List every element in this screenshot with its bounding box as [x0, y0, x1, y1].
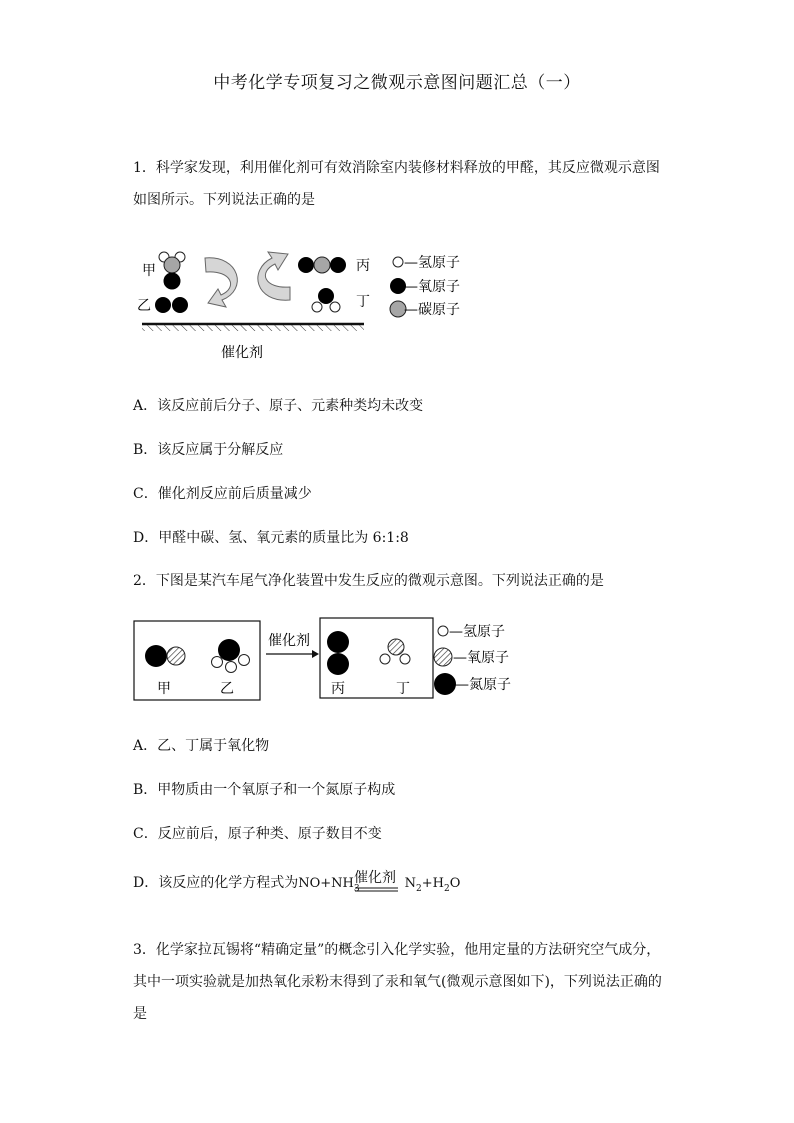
q2d-rhs1-sub: 2 [415, 883, 422, 894]
q2d-prefix: D．该反应的化学方程式为 [133, 875, 299, 891]
q2-option-b[interactable]: B．甲物质由一个氧原子和一个氮原子构成 [133, 782, 396, 798]
q1-molecule-yi [155, 297, 188, 313]
q2-arrow-label: 催化剂 [268, 633, 310, 649]
q2-legend [434, 624, 511, 695]
q2d-rhs3: O [449, 876, 461, 891]
q2-figure [134, 618, 511, 700]
q1-catalyst-hatch [142, 325, 364, 331]
q2-molecule-ding [380, 639, 410, 664]
q1-legend [390, 255, 460, 318]
q1-catalyst-label: 催化剂 [221, 345, 263, 361]
q2-label-jia: 甲 [157, 681, 171, 697]
page-title: 中考化学专项复习之微观示意图问题汇总（一） [213, 73, 581, 93]
q2-stem: 2．下图是某汽车尾气净化装置中发生反应的微观示意图。下列说法正确的是 [133, 573, 604, 589]
q1-legend-hydrogen: —氢原子 [404, 255, 460, 271]
q2-legend-nitrogen: —氮原子 [455, 677, 511, 693]
q1-legend-oxygen: —氧原子 [404, 279, 460, 295]
q1-stem-line2: 如图所示。下列说法正确的是 [133, 192, 315, 208]
q1-label-jia: 甲 [142, 263, 156, 279]
q1-label-bing: 丙 [356, 258, 370, 274]
q2-molecule-yi [212, 639, 250, 673]
q1-stem-line1: 1．科学家发现，利用催化剂可有效消除室内装修材料释放的甲醛，其反应微观示意图 [133, 160, 660, 176]
q1-legend-carbon: —碳原子 [404, 302, 460, 318]
q2-option-c[interactable]: C．反应前后，原子种类、原子数目不变 [133, 826, 382, 842]
q2-molecule-bing [327, 631, 349, 675]
q1-option-c[interactable]: C．催化剂反应前后质量减少 [133, 486, 312, 502]
q1-molecule-ding [312, 288, 340, 312]
q1-option-b[interactable]: B．该反应属于分解反应 [133, 442, 284, 458]
q2-legend-oxygen: —氧原子 [453, 650, 509, 666]
q2-label-ding: 丁 [396, 681, 410, 697]
q1-legend-hydrogen-icon [393, 257, 403, 267]
q1-curved-arrow-left [205, 258, 237, 307]
q1-label-ding: 丁 [356, 294, 370, 310]
q2d-rhs2: +H [421, 876, 444, 891]
q2-legend-oxygen-icon [434, 648, 452, 666]
q2d-rhs1: N [404, 876, 416, 891]
q1-option-a[interactable]: A．该反应前后分子、原子、元素种类均未改变 [133, 398, 424, 414]
q2-option-d[interactable] [133, 872, 460, 894]
q2-legend-nitrogen-icon [434, 673, 456, 695]
q3-line1: 3．化学家拉瓦锡将“精确定量”的概念引入化学实验，他用定量的方法研究空气成分， [133, 942, 661, 958]
q2-label-yi: 乙 [220, 681, 234, 697]
q1-molecule-bing [298, 257, 346, 273]
q2d-lhs: NO+NH [298, 876, 354, 891]
q3-line3: 是 [133, 1006, 147, 1022]
q2-label-bing: 丙 [331, 681, 345, 697]
q1-molecule-jia [159, 252, 185, 289]
q1-figure [137, 252, 460, 361]
q2d-catalyst-label: 催化剂 [354, 870, 396, 886]
q2-molecule-jia [145, 645, 185, 667]
q2d-rhs2-sub: 2 [443, 883, 450, 894]
q2-legend-hydrogen: —氢原子 [449, 624, 505, 640]
q3-line2: 其中一项实验就是加热氧化汞粉末得到了汞和氧气(微观示意图如下)，下列说法正确的 [133, 974, 662, 990]
q1-label-yi: 乙 [137, 298, 151, 314]
q2-arrow-head [312, 650, 319, 658]
q2-option-a[interactable]: A．乙、丁属于氧化物 [133, 738, 270, 754]
q2-legend-hydrogen-icon [438, 626, 448, 636]
q2d-lhs-sub: 3 [353, 883, 360, 894]
q1-option-d[interactable]: D．甲醛中碳、氢、氧元素的质量比为 6:1:8 [133, 530, 409, 546]
q1-curved-arrow-right [258, 252, 290, 300]
